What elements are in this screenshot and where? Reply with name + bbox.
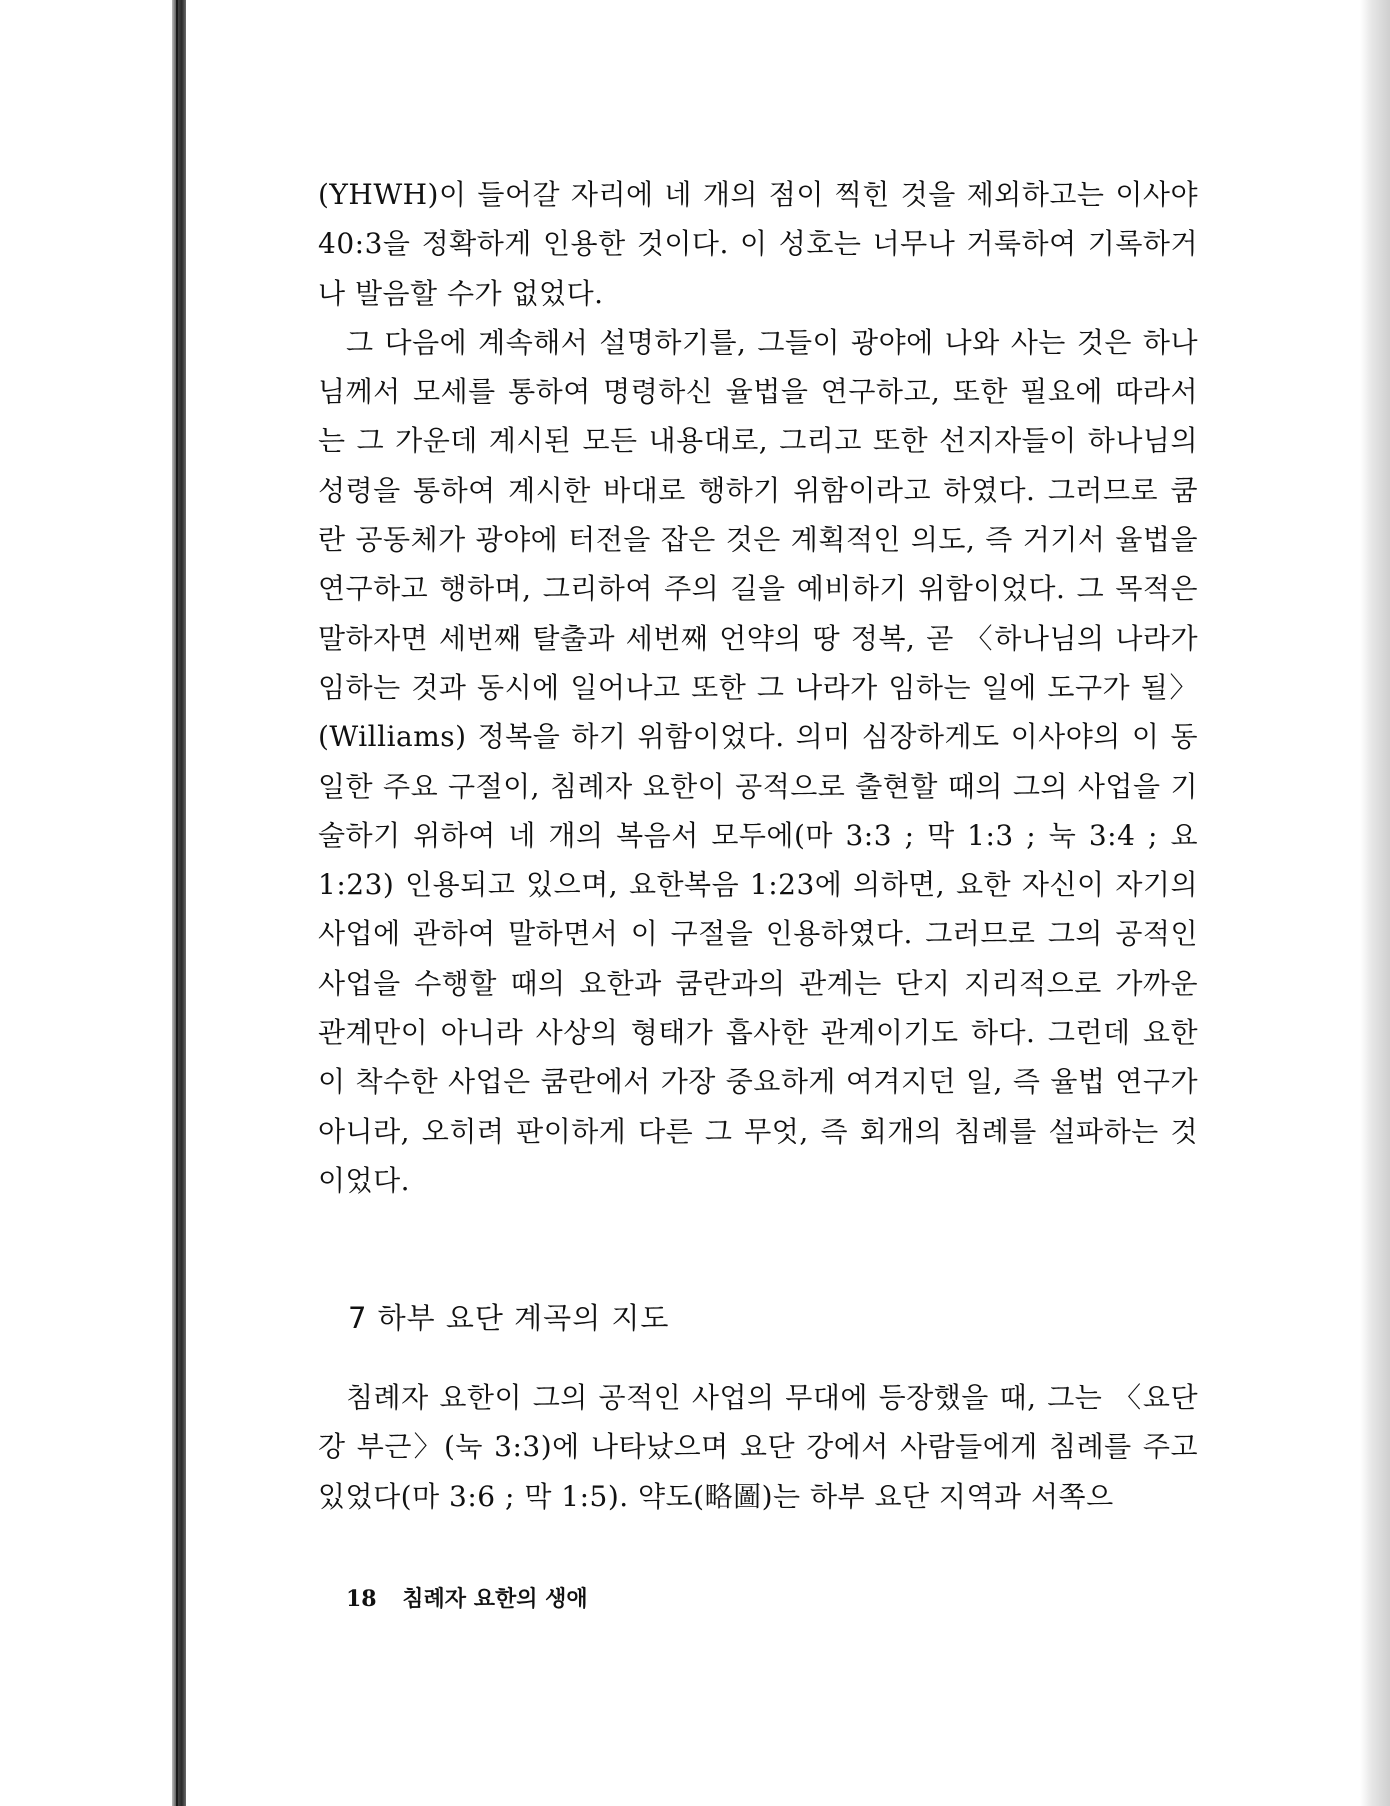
paragraph-qumran: 그 다음에 계속해서 설명하기를, 그들이 광야에 나와 사는 것은 하나님께서 모세를 통하여 명령하신 율법을 연구하고, 또한 필요에 따라서는 그 가운데 계시된 모든 내용대로, 그리고 또한 선지자들이 하나님의 성령을 통하여 계시한 바대로 행하기 위함이라고 하였다. 그러므로 쿰란 공동체가 광야에 터전을 잡은 것은 계획적인 의도, 즉 거기서 율법을 연구하고 행하며, 그리하여 주의 길을 예비하기 위함이었다. 그 목적은 말하자면 세번째 탈출과 세번째 언약의 땅 정복, 곧 〈하나님의 나라가 임하는 것과 동시에 일어나고 또한 그 나라가 임하는 일에 도구가 될〉(Williams) 정복을 하기 위함이었다. 의미 심장하게도 이사야의 이 동일한 주요 구절이, 침례자 요한이 공적으로 출현할 때의 그의 사업을 기술하기 위하여 네 개의 복음서 모두에(마 3:3 ; 막 1:3 ; 눅 3:4 ; 요 1:23) 인용되고 있으며, 요한복음 1:23에 의하면, 요한 자신이 자기의 사업에 관하여 말하면서 이 구절을 인용하였다. 그러므로 그의 공적인 사업을 수행할 때의 요한과 쿰란과의 관계는 단지 지리적으로 가까운 관계만이 아니라 사상의 형태가 흡사한 관계이기도 하다. 그런데 요한이 착수한 사업은 쿰란에서 가장 중요하게 여겨지던 일, 즉 율법 연구가 아니라, 오히려 판이하게 다른 그 무엇, 즉 회개의 침례를 설파하는 것이었다. — [318, 325, 1198, 1197]
paragraph-jordan: 침례자 요한이 그의 공적인 사업의 무대에 등장했을 때, 그는 〈요단 강 부근〉(눅 3:3)에 나타났으며 요단 강에서 사람들에게 침례를 주고 있었다(마 3:6 ; 막 1:5). 약도(略圖)는 하부 요단 지역과 서쪽으 — [318, 1381, 1198, 1513]
page-number: 18 — [346, 1586, 377, 1612]
paragraph-continued: (YHWH)이 들어갈 자리에 네 개의 점이 찍힌 것을 제외하고는 이사야 40:3을 정확하게 인용한 것이다. 이 성호는 너무나 거룩하여 기록하거나 발음할 수가 없었다. — [318, 178, 1198, 310]
running-title: 침례자 요한의 생애 — [402, 1586, 588, 1612]
page-right-shadow — [1360, 0, 1390, 1806]
section-body-text — [318, 1373, 1198, 1521]
spine-shadow — [176, 0, 186, 1806]
section-heading: 7 하부 요단 계곡의 지도 — [348, 1301, 670, 1335]
book-page — [186, 0, 1360, 1806]
page-footer — [346, 1582, 588, 1613]
body-text — [318, 170, 1198, 1205]
